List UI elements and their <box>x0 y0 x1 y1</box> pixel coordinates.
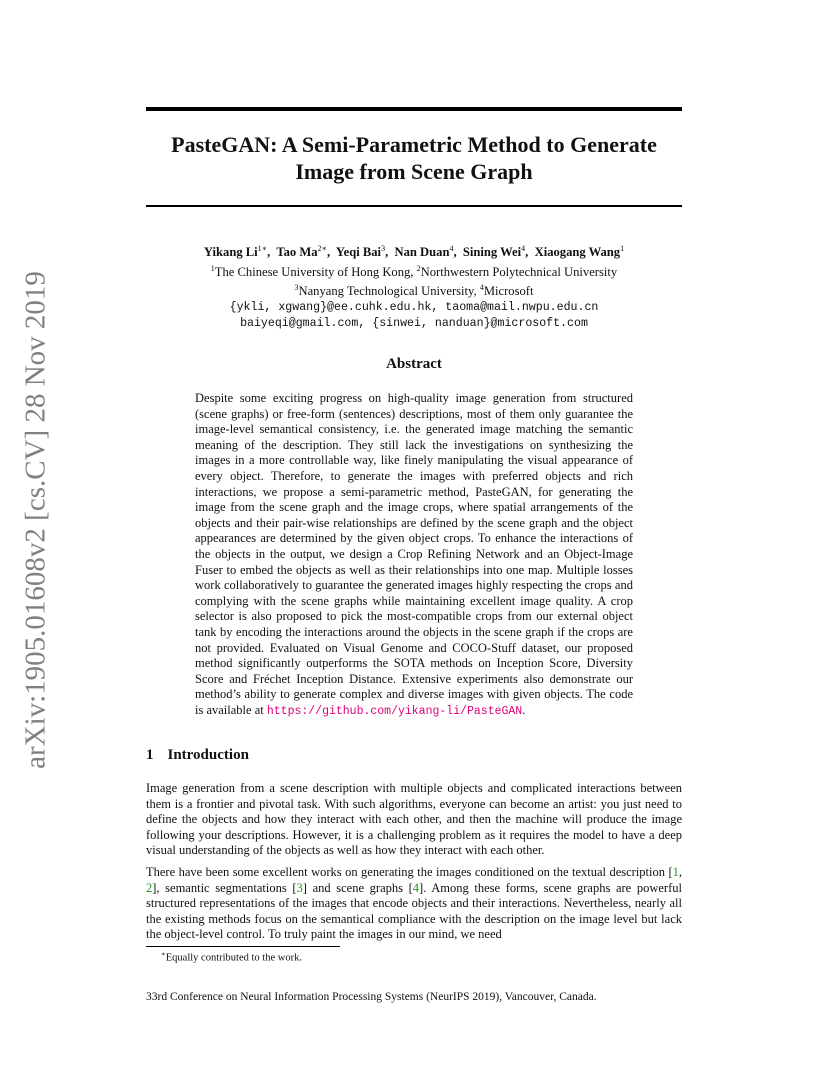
intro-text: , <box>678 864 682 879</box>
author-block <box>120 241 708 331</box>
affiliation: Microsoft <box>483 284 534 299</box>
author-name: Yikang Li <box>203 245 258 260</box>
footnote-text: Equally contributed to the work. <box>165 952 302 964</box>
author-names: Yikang $Li^{1∗}$, Tao $Ma^{2∗}$, Yeqi Bai$^3$, Nan Duan$^4$, Sining Wei$^4$, Xiaogang Wang$^1$ <box>203 244 625 260</box>
abstract-text: Despite some exciting progress on high-quality image generation from structured (scene graphs) or free-form (sentences) descriptions, most of them only guarantee the image-level semantical consistency, i.e. the generated image matching the semantic meaning of the description. They still lack the investigations on synthesizing the images in a more controllable way, like finely manipulating the visual appearance of every object. Therefore, to generate the images with preferred objects and rich interactions, we propose a semi-parametric method, PasteGAN, for generating the image from the scene graph and the image crops, where spatial arrangements of the objects and their pair-wise relationships are defined by the scene graph and the object appearances are determined by the given object crops. To enhance the interactions of the objects in the output, we design a Crop Refining Network and an Object-Image Fuser to embed the objects as well as their relationships into one map. Multiple losses work collaboratively to guarantee the generated images highly respecting the crops and complying with the scene graphs while maintaining excellent image quality. A crop selector is also proposed to pick the most-compatible crops from our external object tank by encoding the interactions around the objects in the scene graph if the crops are not provided. Evaluated on Visual Genome and COCO-Stuff dataset, our proposed method significantly outperforms the SOTA methods on Inception Score, Diversity Score and Fréchet Inception Distance. Extensive experiments also demonstrate our method’s ability to generate complex and diverse images with given objects. The code is available at <box>195 391 633 717</box>
author-sup: 2∗ <box>317 244 327 253</box>
title-line-2: Image from Scene Graph <box>295 159 533 184</box>
footnote-rule <box>146 946 340 947</box>
intro-text: ], semantic segmentations [ <box>152 880 297 895</box>
section-title: Introduction <box>167 747 249 763</box>
section-heading-introduction <box>146 747 249 764</box>
author-sup: 4 <box>521 244 526 253</box>
citation-link[interactable]: 4 <box>412 880 420 895</box>
paper-title <box>146 131 682 185</box>
intro-paragraph-2 <box>146 865 682 943</box>
author-name: Sining Wei <box>462 245 522 260</box>
email-line-1: {ykli, xgwang}@ee.cuhk.edu.hk, taoma@mail.nwpu.edu.cn <box>229 301 599 315</box>
intro-text: ] and scene graphs [ <box>302 880 413 895</box>
affiliation-line-2 <box>120 280 708 300</box>
author-sup: 1 <box>620 244 625 253</box>
email-line-2: baiyeqi@gmail.com, {sinwei, nanduan}@microsoft.com <box>240 316 588 330</box>
citation-link[interactable]: 3 <box>296 880 303 895</box>
intro-paragraph-1: Image generation from a scene description with multiple objects and complicated interactions between them is a frontier and pivotal task. With such algorithms, everyone can become an artist: you just need to define the objects and how they interact with each other, and then the machine will produce the image following your descriptions. However, it is a challenging problem as it requires the model to have a deep visual understanding of the objects as well as how they interact with each other. <box>146 781 682 858</box>
abstract-body <box>195 391 633 719</box>
author-name: Nan Duan <box>394 245 450 260</box>
citation-link[interactable]: 2 <box>146 880 153 895</box>
affiliation-sup: 3 <box>294 283 299 293</box>
affiliation-sup: 2 <box>416 263 421 273</box>
author-name: Tao Ma <box>276 245 318 260</box>
affiliation: Nanyang Technological University, <box>298 284 480 299</box>
affiliation: The Chinese University of Hong Kong, <box>214 264 417 279</box>
footnote-marker: ∗ <box>161 950 166 958</box>
section-number: 1 <box>146 747 154 763</box>
title-line-1: PasteGAN: A Semi-Parametric Method to Generate <box>171 132 657 157</box>
author-sup: 3 <box>381 244 386 253</box>
author-name: Xiaogang Wang <box>534 245 621 260</box>
affiliation-sup: 4 <box>479 283 484 293</box>
footnote <box>161 950 302 964</box>
affiliation: Northwestern Polytechnical University <box>420 264 618 279</box>
arxiv-stamp: arXiv:1905.01608v2 [cs.CV] 28 Nov 2019 <box>19 271 52 769</box>
intro-text: There have been some excellent works on generating the images conditioned on the textual description [ <box>146 864 673 879</box>
affiliation-line-1 <box>120 261 708 281</box>
citation-link[interactable]: 1 <box>672 864 679 879</box>
abstract-heading: Abstract <box>386 356 442 372</box>
introduction-body <box>146 781 682 949</box>
intro-text: ]. Among these forms, scene graphs are powerful structured representations of the images that encode objects and their interactions. Nevertheless, nearly all the existing methods focus on the semantical compliance with the description on the image level but lack the object-level control. To truly paint the images in our mind, we need <box>146 880 682 942</box>
abstract-end: . <box>522 702 526 717</box>
conference-note: 33rd Conference on Neural Information Processing Systems (NeurIPS 2019), Vancouver, Canada. <box>146 991 597 1003</box>
title-top-rule <box>146 107 682 111</box>
author-sup: 1∗ <box>257 244 268 253</box>
title-bottom-rule <box>146 205 682 207</box>
author-name: Yeqi Bai <box>335 245 382 260</box>
author-sup: 4 <box>449 244 454 253</box>
code-link[interactable]: https://github.com/yikang-li/PasteGAN <box>266 704 523 718</box>
affiliation-sup: 1 <box>210 263 215 273</box>
